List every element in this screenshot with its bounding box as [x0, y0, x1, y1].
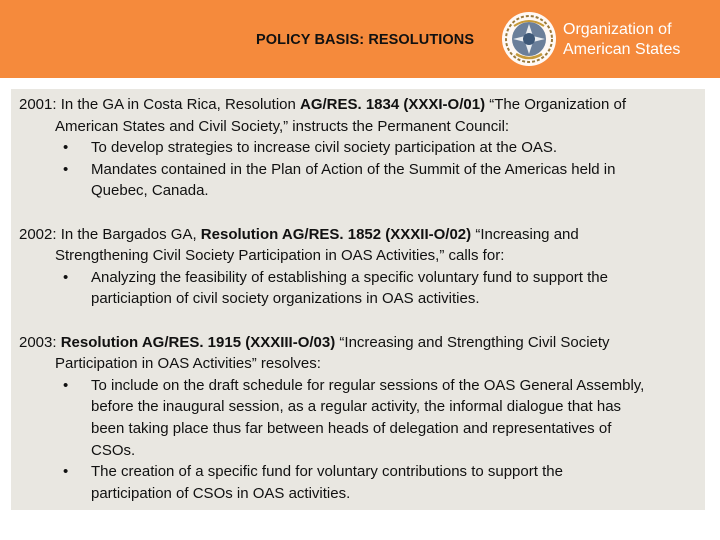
bullet-text-cont: CSOs. [91, 441, 136, 459]
bullet-text-cont: Quebec, Canada. [91, 182, 209, 200]
resolution-title-end: American States and Civil Society,” instructs the Permanent Council: [55, 117, 510, 135]
resolutions-text [19, 94, 703, 504]
resolution-code: Resolution AG/RES. 1852 (XXXII-O/02) [200, 225, 472, 243]
resolution-title-end: Strengthening Civil Society Participation in OAS Activities,” calls for: [55, 247, 505, 265]
bullet-glyph: • [63, 376, 69, 394]
org-name-line-1: Organization of [563, 21, 672, 38]
bullet-glyph: • [63, 463, 69, 481]
bullet-item [19, 159, 703, 202]
resolution-title-start: “Increasing and [471, 225, 579, 243]
resolution-title-end: Participation in OAS Activities” resolves: [55, 355, 321, 373]
resolutions-panel [11, 89, 705, 510]
resolution-heading [19, 332, 703, 354]
intro-text: : [52, 333, 61, 351]
resolution-heading [19, 224, 703, 246]
bullet-text-cont: been taking place thus far between heads of delegation and representatives of [91, 419, 612, 437]
org-name [563, 20, 680, 60]
year-label: 2003 [19, 333, 53, 351]
title-banner [0, 0, 720, 78]
bullet-item [19, 137, 703, 159]
oas-seal-icon [500, 10, 558, 68]
year-label: 2001 [19, 96, 53, 113]
bullet-text: Analyzing the feasibility of establishing a specific voluntary fund to support the [91, 268, 608, 286]
bullet-text-cont: particiaption of civil society organizations in OAS activities. [91, 290, 480, 308]
bullet-item [19, 461, 703, 504]
bullet-glyph: • [63, 139, 69, 157]
resolution-heading [19, 94, 703, 116]
bullet-text: To include on the draft schedule for regular sessions of the OAS General Assembly, [91, 376, 645, 394]
resolution-title-start: “The Organization of [485, 96, 626, 113]
page-title: POLICY BASIS: RESOLUTIONS [256, 32, 475, 48]
year-label: 2002 [19, 225, 53, 243]
intro-text: : In the Bargados GA, [52, 225, 201, 243]
bullet-item [19, 375, 703, 461]
resolution-2003 [19, 332, 703, 505]
org-name-line-2: American States [563, 41, 681, 58]
resolution-code: Resolution AG/RES. 1915 (XXXIII-O/03) [60, 333, 336, 351]
resolution-code: AG/RES. 1834 (XXXI-O/01) [300, 96, 486, 113]
resolution-2002 [19, 224, 703, 310]
intro-text: : In the GA in Costa Rica, Resolution [52, 96, 300, 113]
resolution-title-start: “Increasing and Strengthing Civil Society [335, 333, 610, 351]
bullet-text: To develop strategies to increase civil society participation at the OAS. [91, 139, 558, 157]
bullet-text-cont: participation of CSOs in OAS activities. [91, 484, 351, 502]
bullet-glyph: • [63, 268, 69, 286]
bullet-text-cont: before the inaugural session, as a regular activity, the informal dialogue that has [91, 398, 622, 416]
bullet-text: Mandates contained in the Plan of Action of the Summit of the Americas held in [91, 160, 616, 178]
bullet-text: The creation of a specific fund for voluntary contributions to support the [91, 463, 563, 481]
bullet-glyph: • [63, 160, 69, 178]
resolution-2001 [19, 94, 703, 202]
bullet-item [19, 267, 703, 310]
oas-logo [500, 10, 681, 68]
